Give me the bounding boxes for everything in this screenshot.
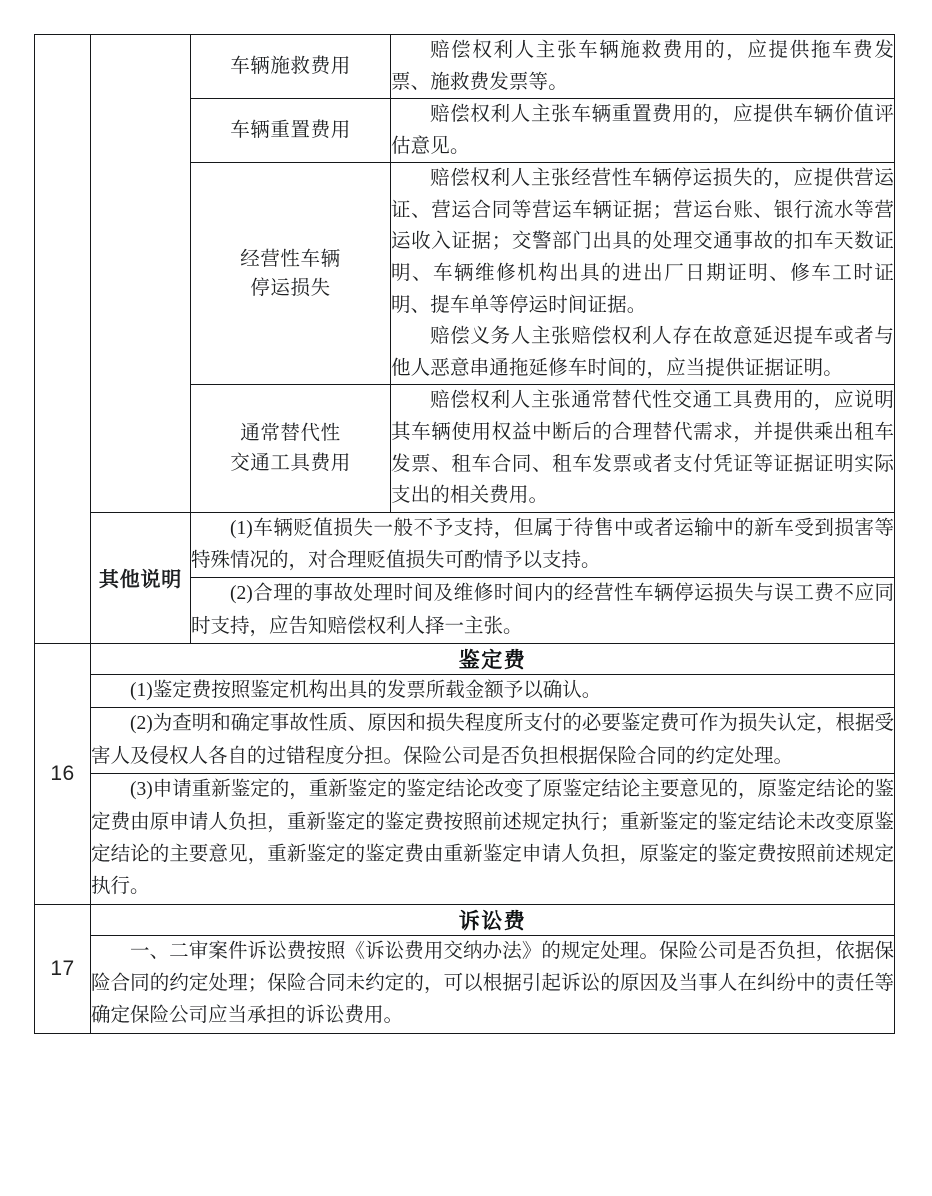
table-row (35, 512, 895, 578)
paragraph: (2)合理的事故处理时间及维修时间内的经营性车辆停运损失与误工费不应同时支持，应告知赔偿权利人择一主张。 (191, 583, 894, 637)
paragraph: 一、二审案件诉讼费按照《诉讼费用交纳办法》的规定处理。保险公司是否负担，依据保险合同的约定处理；保险合同未约定的，可以根据引起诉讼的原因及当事人在纠纷中的责任等确定保险公司应当承担的诉讼费用。 (91, 940, 894, 1027)
item-label-line: 交通工具费用 (230, 452, 351, 474)
paragraph: (3)申请重新鉴定的，重新鉴定的鉴定结论改变了原鉴定结论主要意见的，原鉴定结论的鉴定费由原申请人负担，重新鉴定的鉴定费按照前述规定执行；重新鉴定的鉴定结论未改变原鉴定结论的主要意见，重新鉴定的鉴定费由重新鉴定申请人负担，原鉴定的鉴定费按照前述规定执行。 (91, 779, 894, 898)
group-cell-continued (91, 35, 191, 513)
item-label-substitute-transport (191, 385, 391, 512)
section-16-paragraph-3 (91, 774, 895, 904)
paragraph: (1)鉴定费按照鉴定机构出具的发票所载金额予以确认。 (130, 680, 602, 702)
section-number-17: 17 (35, 904, 91, 1033)
paragraph: (1)车辆贬值损失一般不予支持，但属于待售中或者运输中的新车受到损害等特殊情况的，对合理贬值损失可酌情予以支持。 (191, 517, 894, 572)
section-16-paragraph-1 (91, 675, 895, 708)
paragraph: 赔偿权利人主张车辆重置费用的，应提供车辆价值评估意见。 (391, 104, 894, 157)
other-notes-item-2 (191, 578, 895, 644)
paragraph: 赔偿义务人主张赔偿权利人存在故意延迟提车或者与他人恶意串通拖延修车时间的，应当提供证据证明。 (391, 326, 894, 379)
table-row (35, 904, 895, 935)
item-label-line: 停运损失 (250, 277, 331, 299)
section-title-appraisal-fee: 鉴定费 (91, 644, 895, 675)
body-operating-vehicle-stoppage (391, 163, 895, 385)
table-row (35, 774, 895, 904)
table-row (35, 708, 895, 774)
row-number-cell-continued (35, 35, 91, 644)
item-label-operating-vehicle-stoppage (191, 163, 391, 385)
body-vehicle-rescue (391, 35, 895, 99)
body-vehicle-replacement (391, 99, 895, 163)
paragraph: 赔偿权利人主张车辆施救费用的，应提供拖车费发票、施救费发票等。 (391, 40, 894, 93)
paragraph: 赔偿权利人主张经营性车辆停运损失的，应提供营运证、营运合同等营运车辆证据；营运台账、银行流水等营运收入证据；交警部门出具的处理交通事故的扣车天数证明、车辆维修机构出具的进出厂日期证明、修车工时证明、提车单等停运时间证据。 (391, 168, 894, 316)
section-16-paragraph-2 (91, 708, 895, 774)
paragraph: 赔偿权利人主张通常替代性交通工具费用的，应说明其车辆使用权益中断后的合理替代需求，并提供乘出租车发票、租车合同、租车发票或者支付凭证等证据证明实际支出的相关费用。 (391, 390, 894, 507)
item-label-vehicle-replacement: 车辆重置费用 (191, 99, 391, 163)
section-title-litigation-fee: 诉讼费 (91, 904, 895, 935)
item-label-line: 通常替代性 (240, 423, 341, 445)
table-row (35, 35, 895, 99)
body-substitute-transport (391, 385, 895, 512)
item-label-vehicle-rescue: 车辆施救费用 (191, 35, 391, 99)
section-number-16: 16 (35, 644, 91, 905)
other-notes-label: 其他说明 (91, 512, 191, 643)
section-17-paragraph-1 (91, 935, 895, 1033)
table-row (35, 644, 895, 675)
other-notes-item-1 (191, 512, 895, 578)
item-label-line: 经营性车辆 (240, 248, 341, 270)
paragraph: (2)为查明和确定事故性质、原因和损失程度所支付的必要鉴定费可作为损失认定，根据受害人及侵权人各自的过错程度分担。保险公司是否负担根据保险合同的约定处理。 (91, 713, 894, 767)
table-row (35, 675, 895, 708)
legal-reference-table (34, 34, 895, 1034)
table-row (35, 935, 895, 1033)
